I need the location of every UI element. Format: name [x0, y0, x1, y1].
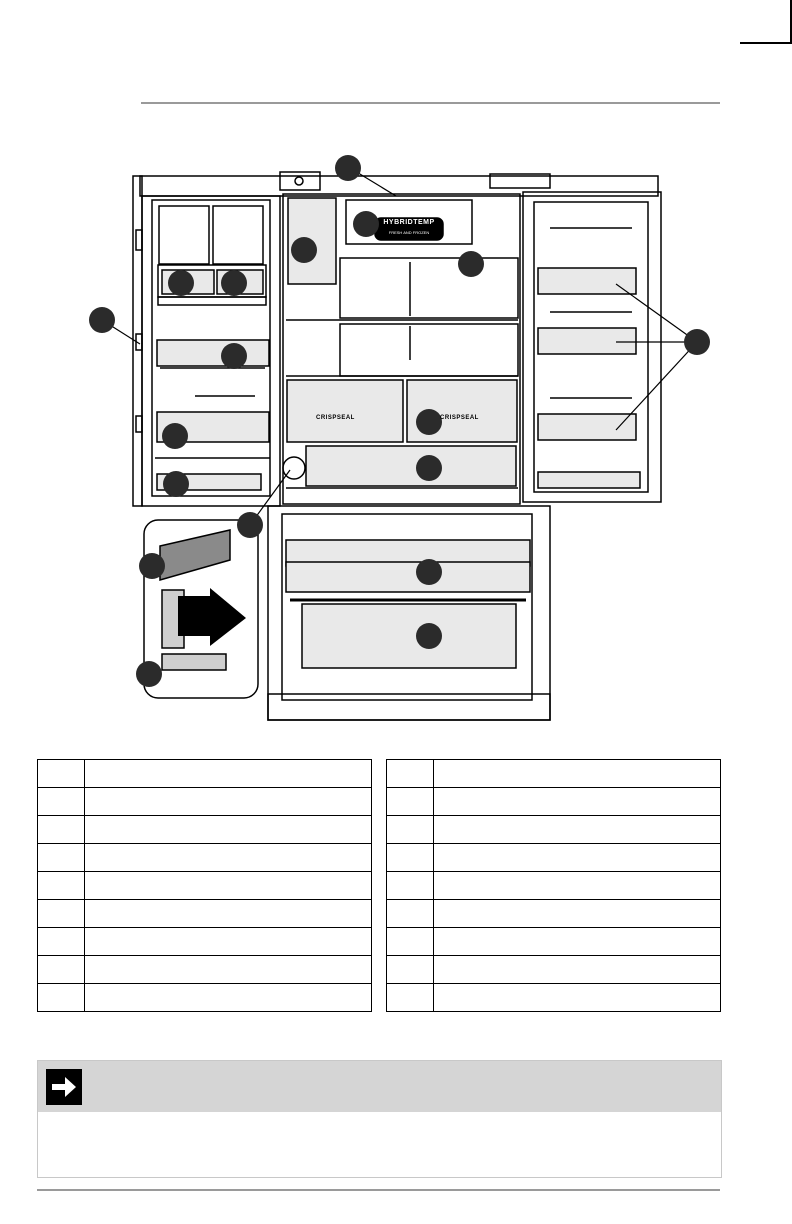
- parts-table-row: [38, 956, 372, 984]
- footer-rule: [37, 1189, 720, 1191]
- part-number-cell: [38, 760, 85, 788]
- part-description-cell: [85, 788, 372, 816]
- parts-table-row: [38, 760, 372, 788]
- parts-table-row: [38, 984, 372, 1012]
- parts-table-row: [38, 788, 372, 816]
- part-number-cell: [38, 788, 85, 816]
- part-description-cell: [434, 816, 721, 844]
- parts-table-row: [387, 900, 721, 928]
- parts-table-left: [37, 759, 372, 1012]
- part-number-cell: [38, 900, 85, 928]
- part-description-cell: [85, 844, 372, 872]
- part-number-cell: [38, 816, 85, 844]
- crisper-label-right: CRISPSEAL: [440, 415, 479, 421]
- part-number-cell: [38, 984, 85, 1012]
- note-header: [38, 1061, 721, 1112]
- parts-table-row: [38, 844, 372, 872]
- part-description-cell: [434, 844, 721, 872]
- part-number-cell: [387, 788, 434, 816]
- parts-table-row: [387, 872, 721, 900]
- parts-table-row: [387, 984, 721, 1012]
- part-description-cell: [434, 900, 721, 928]
- crisper-label-left: CRISPSEAL: [316, 415, 355, 421]
- part-description-cell: [434, 760, 721, 788]
- part-description-cell: [434, 928, 721, 956]
- part-description-cell: [85, 760, 372, 788]
- part-number-cell: [387, 956, 434, 984]
- part-number-cell: [387, 816, 434, 844]
- part-number-cell: [38, 872, 85, 900]
- part-description-cell: [85, 816, 372, 844]
- hybridtemp-sublabel: FRESH AND FROZEN: [388, 230, 430, 235]
- part-description-cell: [85, 984, 372, 1012]
- note-box: [37, 1060, 722, 1178]
- part-number-cell: [38, 956, 85, 984]
- part-description-cell: [434, 984, 721, 1012]
- crop-mark-horizontal: [740, 42, 792, 44]
- parts-table-right: [386, 759, 721, 1012]
- part-number-cell: [387, 928, 434, 956]
- part-description-cell: [434, 956, 721, 984]
- part-description-cell: [434, 788, 721, 816]
- parts-table-row: [38, 900, 372, 928]
- freezer-drawer: [268, 506, 550, 720]
- parts-table-row: [387, 956, 721, 984]
- parts-table-row: [387, 844, 721, 872]
- part-description-cell: [85, 928, 372, 956]
- parts-table-row: [387, 816, 721, 844]
- part-number-cell: [387, 984, 434, 1012]
- arrow-right-icon: [46, 1069, 82, 1105]
- part-description-cell: [85, 900, 372, 928]
- part-description-cell: [85, 872, 372, 900]
- parts-table-row: [38, 816, 372, 844]
- part-description-cell: [85, 956, 372, 984]
- right-door: [523, 192, 661, 502]
- part-number-cell: [387, 844, 434, 872]
- hybridtemp-label: HYBRIDTEMP: [383, 219, 435, 226]
- parts-table-row: [387, 788, 721, 816]
- header-rule: [141, 102, 720, 104]
- part-description-cell: [434, 872, 721, 900]
- part-number-cell: [38, 844, 85, 872]
- parts-table-row: [38, 928, 372, 956]
- parts-table-row: [38, 872, 372, 900]
- part-number-cell: [387, 872, 434, 900]
- part-number-cell: [387, 760, 434, 788]
- parts-table-row: [387, 928, 721, 956]
- fresh-food-compartment: [283, 194, 520, 504]
- parts-table-row: [387, 760, 721, 788]
- left-door: [133, 176, 280, 506]
- part-number-cell: [387, 900, 434, 928]
- part-number-cell: [38, 928, 85, 956]
- refrigerator-illustration: [0, 150, 792, 740]
